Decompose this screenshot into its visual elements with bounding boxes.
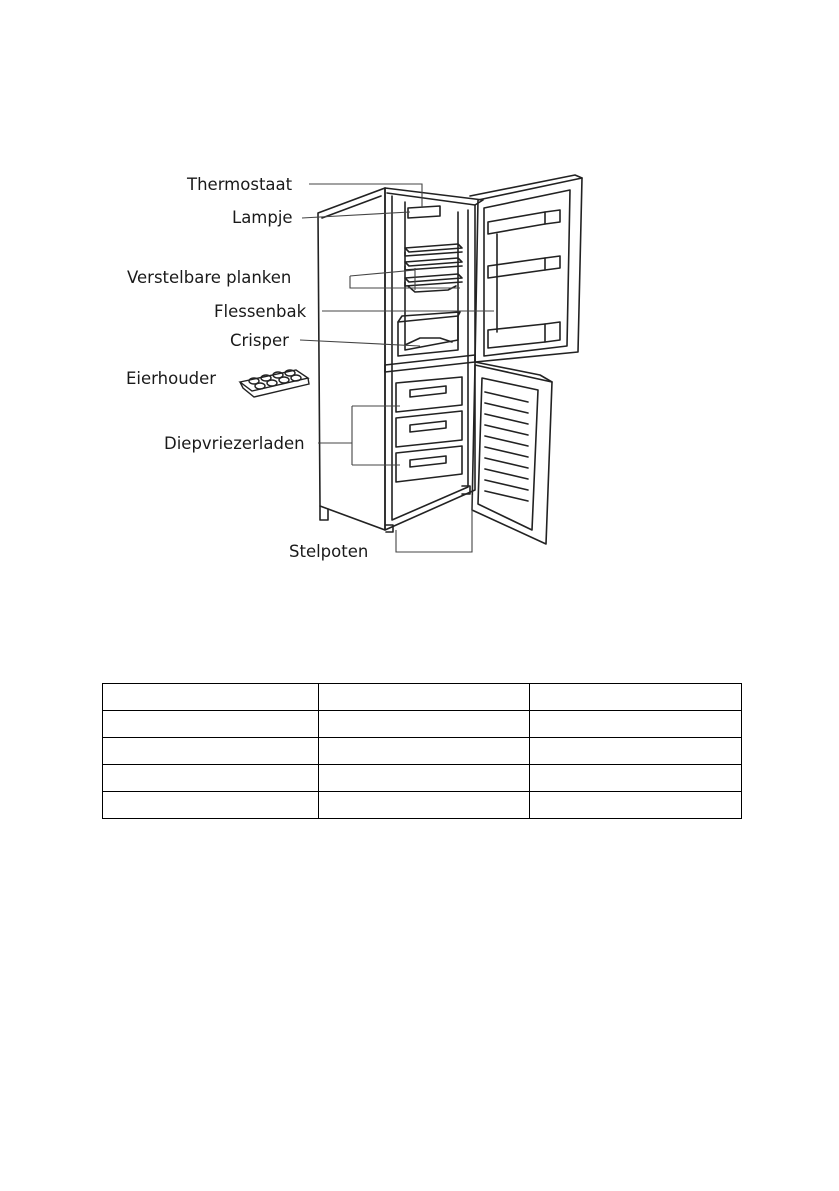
door-shelf-1 [488,212,545,234]
label-diepvriezerladen: Diepvriezerladen [164,434,305,453]
table-row [103,765,742,792]
label-verstelbare-planken: Verstelbare planken [127,268,292,287]
label-crisper: Crisper [230,331,289,350]
leader-crisper [300,340,420,346]
table-cell [319,738,530,765]
table-cell [103,738,319,765]
table-cell [319,792,530,819]
shelf-2 [405,258,462,266]
shelf-1 [405,244,462,252]
table-row [103,792,742,819]
spec-table [102,683,742,819]
freezer-drawer-2 [396,411,462,447]
cabinet-side-panel [318,188,385,530]
table-row [103,684,742,711]
thermostat-box [408,206,440,218]
table-cell [103,684,319,711]
table-cell [319,684,530,711]
label-lampje: Lampje [232,208,293,227]
table-cell [530,738,742,765]
cabinet-top [385,188,483,205]
label-stelpoten: Stelpoten [289,542,369,561]
table-cell [530,711,742,738]
fridge-door [475,178,582,362]
label-eierhouder: Eierhouder [126,369,217,388]
table-cell [530,684,742,711]
table-cell [530,792,742,819]
table-cell [103,765,319,792]
table-cell [103,792,319,819]
table-cell [103,711,319,738]
cabinet-front-frame [385,188,475,530]
egg-holder [240,370,309,397]
freezer-door [472,365,552,544]
table-cell [319,711,530,738]
label-flessenbak: Flessenbak [214,302,307,321]
freezer-drawer-3 [396,446,462,482]
leader-diepvriezerladen [318,406,400,465]
table-row [103,711,742,738]
table-cell [530,765,742,792]
table-cell [319,765,530,792]
shelf-3 [405,274,462,282]
leader-stelpoten [396,495,472,552]
label-thermostaat: Thermostaat [187,175,293,194]
table-row [103,738,742,765]
